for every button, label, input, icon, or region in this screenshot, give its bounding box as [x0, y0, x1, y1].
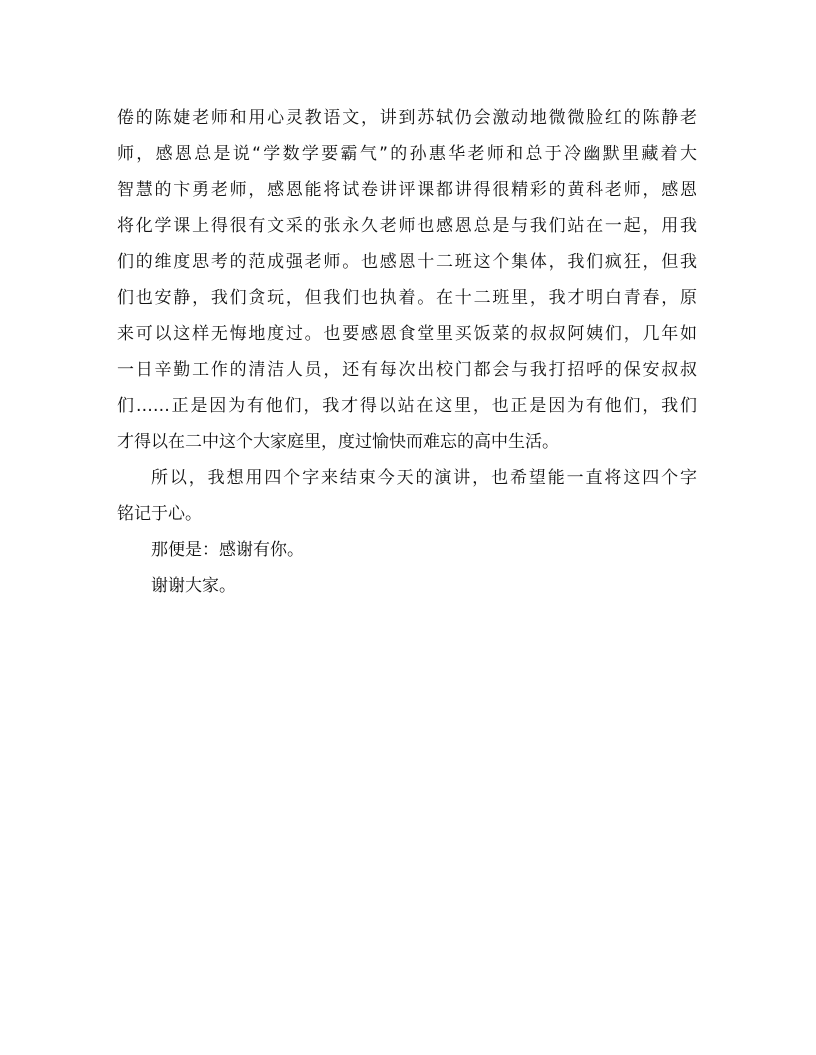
- text-line: 将化学课上得很有文采的张永久老师也感恩总是与我们站在一起，用我: [117, 216, 697, 236]
- text-line: 所以，我想用四个字来结束今天的演讲，也希望能一直将这四个字: [151, 468, 697, 488]
- text-line: 们的维度思考的范成强老师。也感恩十二班这个集体，我们疯狂，但我: [117, 252, 697, 272]
- text-line: 们……正是因为有他们，我才得以站在这里，也正是因为有他们，我们: [117, 396, 697, 416]
- text-line: 们也安静，我们贪玩，但我们也执着。在十二班里，我才明白青春，原: [117, 288, 697, 308]
- text-line: 谢谢大家。: [151, 576, 236, 596]
- text-line: 铭记于心。: [117, 504, 202, 524]
- speech-text-body: [117, 100, 697, 604]
- text-line: 才得以在二中这个大家庭里，度过愉快而难忘的高中生活。: [117, 432, 559, 452]
- text-line: 智慧的卞勇老师，感恩能将试卷讲评课都讲得很精彩的黄科老师，感恩: [117, 180, 697, 200]
- text-line: 师，感恩总是说“学数学要霸气”的孙惠华老师和总于冷幽默里藏着大: [117, 144, 697, 164]
- text-line: 来可以这样无悔地度过。也要感恩食堂里买饭菜的叔叔阿姨们，几年如: [117, 324, 697, 344]
- text-line: 那便是：感谢有你。: [151, 540, 304, 560]
- text-line: 一日辛勤工作的清洁人员，还有每次出校门都会与我打招呼的保安叔叔: [117, 360, 697, 380]
- text-line: 倦的陈婕老师和用心灵教语文，讲到苏轼仍会激动地微微脸红的陈静老: [117, 108, 697, 128]
